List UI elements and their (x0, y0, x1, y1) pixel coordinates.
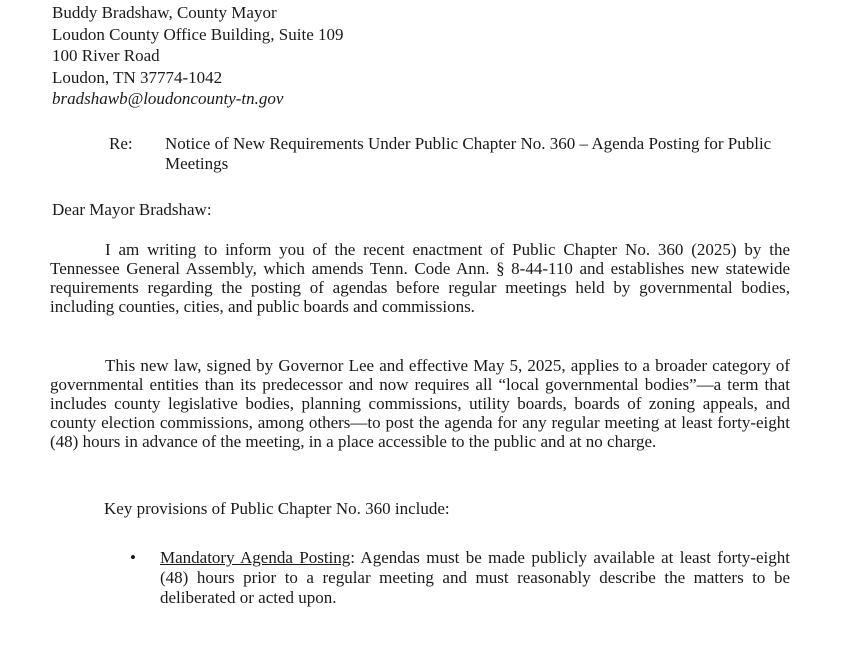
body-paragraph-1: I am writing to inform you of the recent enactment of Public Chapter No. 360 (2025) by the Tennessee General Assembly, which amends Tenn. Code Ann. § 8-44-110 and establishes new statewide requirements regarding the posting of agendas before regular meetings held by governmental bodies, including counties, cities, and public boards and commissions. (50, 240, 790, 316)
key-provisions-intro: Key provisions of Public Chapter No. 360 include: (104, 499, 450, 518)
salutation: Dear Mayor Bradshaw: (52, 200, 212, 219)
bullet-icon: • (130, 548, 136, 567)
subject-label: Re: (109, 134, 133, 153)
recipient-street-line: 100 River Road (52, 46, 160, 65)
recipient-name-line: Buddy Bradshaw, County Mayor (52, 3, 277, 22)
provision-body (160, 548, 790, 608)
subject-text: Notice of New Requirements Under Public Chapter No. 360 – Agenda Posting for Public Meetings (165, 134, 772, 173)
recipient-city-line: Loudon, TN 37774-1042 (52, 67, 223, 87)
body-paragraph-2: This new law, signed by Governor Lee and effective May 5, 2025, applies to a broader category of governmental entities than its predecessor and now requires all “local governmental bodies”—a term that includes county legislative bodies, planning commissions, utility boards, boards of zoning appeals, and county election commissions, among others—to post the agenda for any regular meeting at least forty-eight (48) hours in advance of the meeting, in a place accessible to the public and at no charge. (50, 356, 790, 451)
provision-term: Mandatory Agenda Posting (160, 548, 351, 567)
provision-text: : Agendas must be made publicly available at least forty-eight (48) hours prior to a regular meeting and must reasonably describe the matters to be deliberated or acted upon. (160, 548, 790, 607)
recipient-address-block (52, 2, 344, 110)
recipient-building-line: Loudon County Office Building, Suite 109 (52, 24, 344, 44)
recipient-email: bradshawb@loudoncounty-tn.gov (52, 89, 284, 108)
